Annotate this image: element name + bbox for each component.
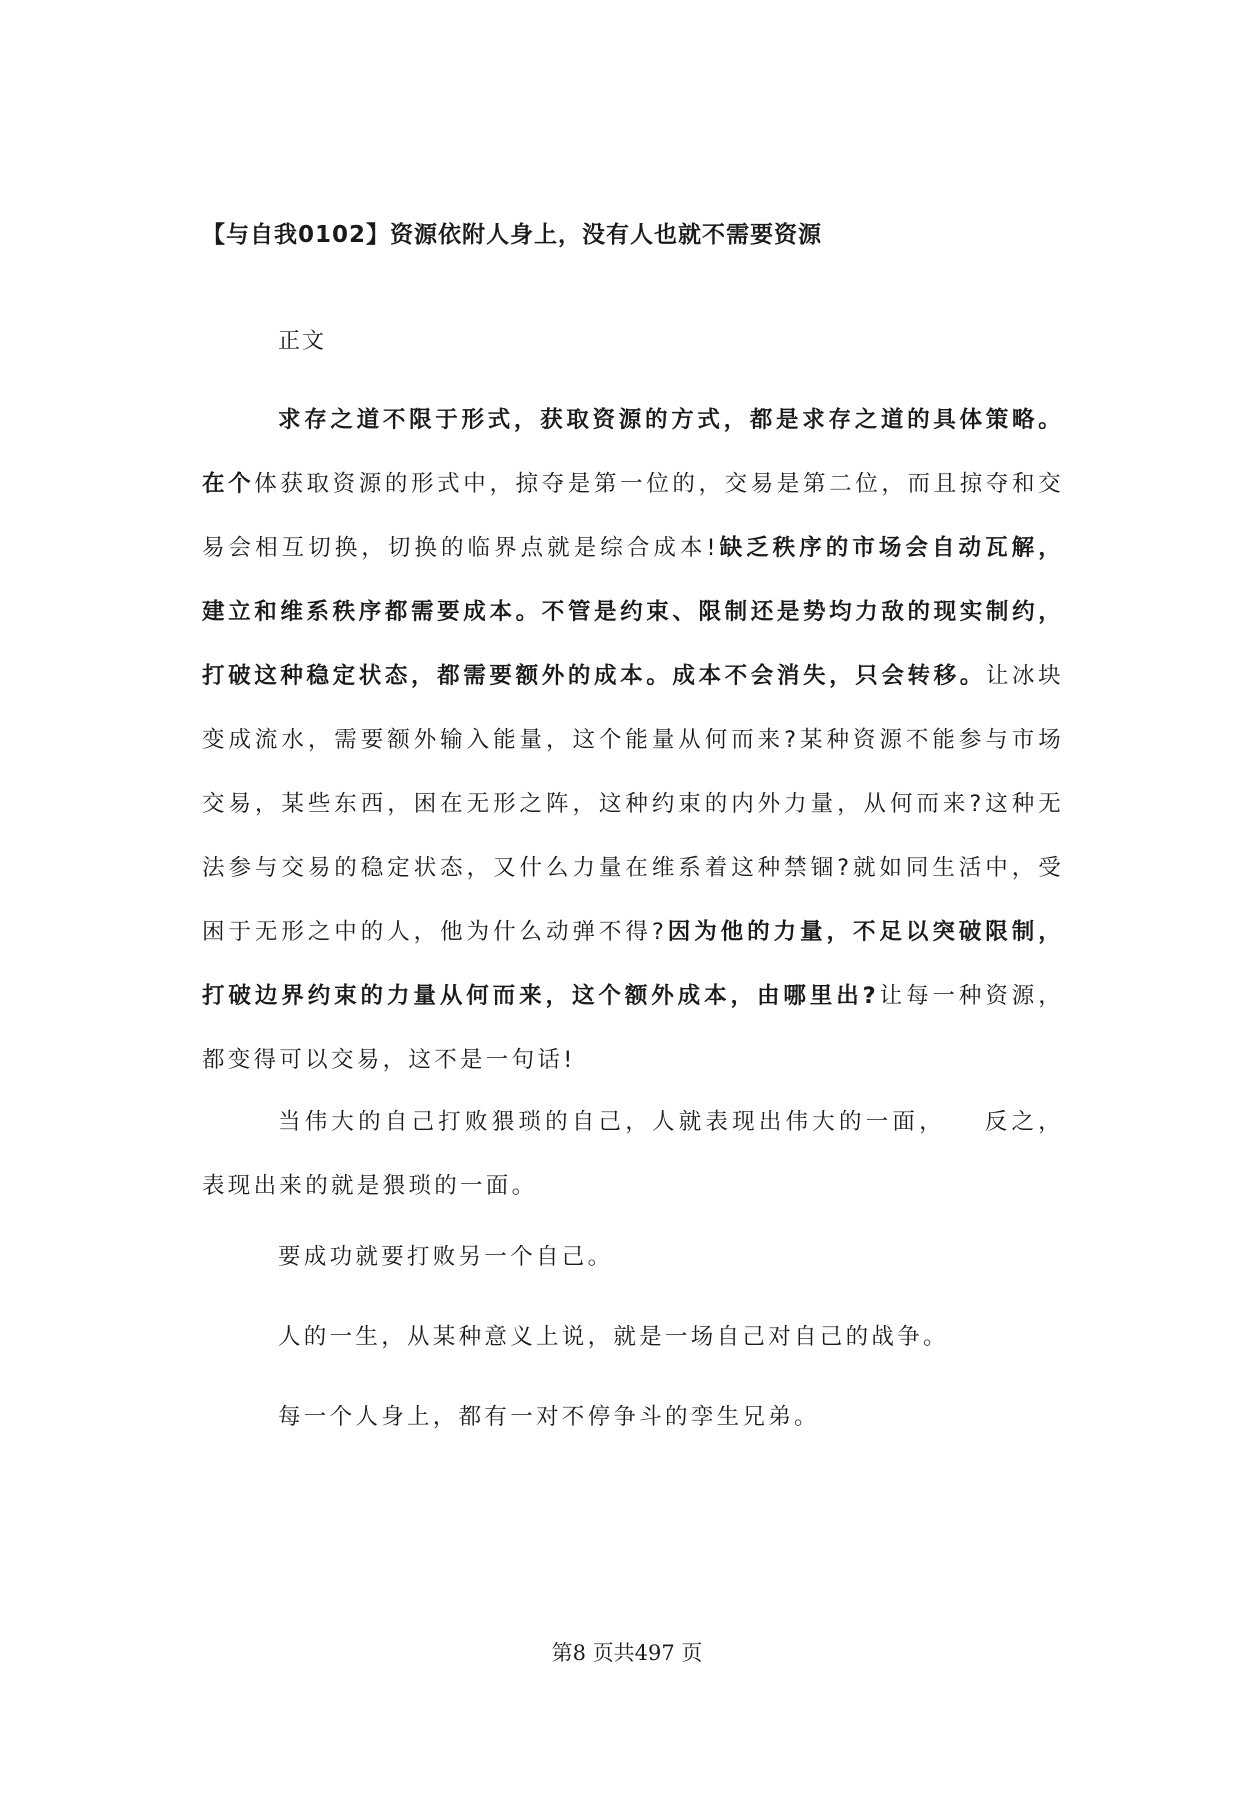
- bold-run-1: 求存之道不限于形式，获取资源的方式，都是求存之道的具体策略。在个: [202, 407, 1064, 497]
- body-line-1: 要成功就要打败另一个自己。: [278, 1244, 614, 1270]
- section-label: 正文: [278, 329, 327, 354]
- body-paragraph-1: [202, 388, 1064, 1092]
- page-footer: 第8 页共497 页: [551, 1641, 703, 1665]
- body-paragraph-2: [202, 1090, 1064, 1218]
- body-line-3: 每一个人身上，都有一对不停争斗的孪生兄弟。: [278, 1404, 820, 1430]
- text-run-6: 让每一种资源，都变得可以交易，这不是一句话!: [202, 983, 1064, 1073]
- bold-run-3: 缺乏秩序的市场会自动瓦解，建立和维系秩序都需要成本。不管是约束、限制还是势均力敌的现实制约，打破这种稳定状态，都需要额外的成本。成本不会消失，只会转移。: [202, 535, 1064, 689]
- bold-run-5: 因为他的力量，不足以突破限制，打破边界约束的力量从何而来，这个额外成本，由哪里出?: [202, 919, 1064, 1009]
- text-run-2: 体获取资源的形式中，掠夺是第一位的，交易是第二位，而且掠夺和交易会相互切换，切换的临界点就是综合成本!: [202, 471, 1064, 561]
- text-run-4: 让冰块变成流水，需要额外输入能量，这个能量从何而来?某种资源不能参与市场交易，某些东西，困在无形之阵，这种约束的内外力量，从何而来?这种无法参与交易的稳定状态，又什么力量在维系着这种禁锢?就如同生活中，受困于无形之中的人，他为什么动弹不得?: [202, 663, 1064, 945]
- document-title: 【与自我0102】资源依附人身上，没有人也就不需要资源: [202, 222, 823, 248]
- body-line-2: 人的一生，从某种意义上说，就是一场自己对自己的战争。: [278, 1324, 949, 1350]
- paragraph-2-part-1: 当伟大的自己打败猥琐的自己，人就表现出伟大的一面，: [278, 1109, 946, 1135]
- paragraph-2-part-2: 反之，表现出来的就是猥琐的一面。: [202, 1109, 1064, 1199]
